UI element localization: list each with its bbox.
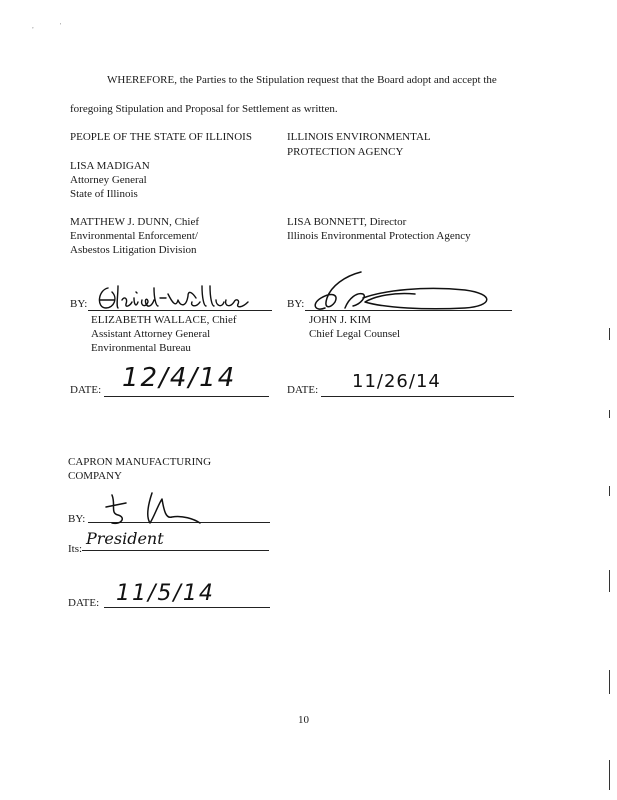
agency-date-label: DATE: — [287, 384, 319, 396]
people-date-line — [104, 396, 269, 397]
scan-edge-mark — [609, 760, 610, 790]
agency-signer-title: Chief Legal Counsel — [309, 328, 401, 340]
scan-edge-mark — [609, 410, 610, 418]
intro-line-2: foregoing Stipulation and Proposal for Settlement as written. — [70, 103, 338, 115]
agency-by-label: BY: — [287, 298, 305, 310]
agency-date-value: 11/26/14 — [352, 371, 441, 392]
company-date-value: 11/5/14 — [116, 581, 215, 606]
people-signer-name: ELIZABETH WALLACE, Chief — [91, 314, 237, 326]
agency-date-line — [321, 396, 514, 397]
people-by-label: BY: — [70, 298, 88, 310]
ag-name: LISA MADIGAN — [70, 160, 150, 172]
scan-edge-mark — [609, 670, 610, 694]
scan-edge-mark — [609, 486, 610, 496]
people-header: PEOPLE OF THE STATE OF ILLINOIS — [70, 131, 252, 143]
agency-signer-name: JOHN J. KIM — [309, 314, 372, 326]
capron-signature — [102, 485, 222, 530]
chief-name: MATTHEW J. DUNN, Chief — [70, 216, 200, 228]
company-name-2: COMPANY — [68, 470, 123, 482]
ag-title-1: Attorney General — [70, 174, 147, 186]
company-its-label: Its: — [68, 543, 83, 555]
people-signer-title-2: Environmental Bureau — [91, 342, 191, 354]
people-date-value: 12/4/14 — [122, 363, 237, 393]
people-date-label: DATE: — [70, 384, 102, 396]
company-name-1: CAPRON MANUFACTURING — [68, 456, 212, 468]
agency-header-2: PROTECTION AGENCY — [287, 146, 404, 158]
company-its-line — [82, 550, 269, 551]
scan-edge-mark — [609, 328, 610, 340]
company-by-label: BY: — [68, 513, 86, 525]
scan-edge-mark — [609, 570, 610, 592]
chief-division-1: Environmental Enforcement/ — [70, 230, 198, 242]
intro-line-1: WHEREFORE, the Parties to the Stipulation request that the Board adopt and accept the — [107, 74, 497, 86]
chief-division-2: Asbestos Litigation Division — [70, 244, 197, 256]
ag-title-2: State of Illinois — [70, 188, 138, 200]
people-signer-title-1: Assistant Attorney General — [91, 328, 211, 340]
page-number: 10 — [298, 714, 309, 726]
director-name: LISA BONNETT, Director — [287, 216, 407, 228]
scan-speck: , — [32, 22, 34, 30]
scan-speck: ' — [60, 22, 62, 30]
wallace-signature — [92, 278, 282, 318]
company-date-label: DATE: — [68, 597, 100, 609]
director-org: Illinois Environmental Protection Agency — [287, 230, 471, 242]
agency-header-1: ILLINOIS ENVIRONMENTAL — [287, 131, 431, 143]
company-its-value: President — [86, 529, 164, 548]
